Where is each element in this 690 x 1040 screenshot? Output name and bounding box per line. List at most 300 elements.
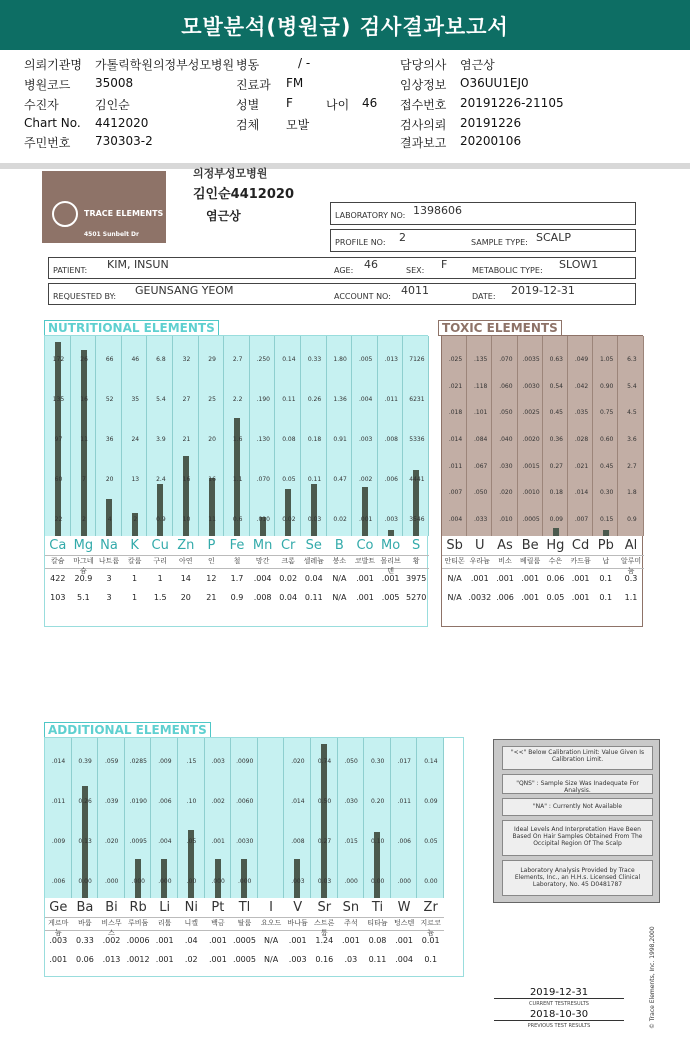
current-value: 3975 <box>406 574 427 583</box>
current-value: 1 <box>132 574 138 583</box>
previous-value: .0032 <box>468 593 492 602</box>
tick-label: .039 <box>105 798 119 805</box>
patient-label: PATIENT: <box>53 266 88 275</box>
element-name-ko: 루비듐 <box>125 917 152 931</box>
element-column <box>618 336 643 536</box>
tick-label: 21 <box>182 436 191 443</box>
element-name-ko: 칼륨 <box>122 555 148 569</box>
tick-label: 0.03 <box>307 516 322 523</box>
element-column <box>284 738 311 898</box>
element-column <box>568 336 593 536</box>
nutritional-title: NUTRITIONAL ELEMENTS <box>44 320 219 336</box>
element-symbol: Cu <box>151 538 169 553</box>
tick-label: 0.63 <box>549 356 563 363</box>
element-column <box>96 336 122 536</box>
element-column <box>364 738 391 898</box>
previous-value: .004 <box>395 955 413 964</box>
element-bar <box>388 530 394 536</box>
tick-label: 0.02 <box>282 516 296 523</box>
additional-title: ADDITIONAL ELEMENTS <box>44 722 211 738</box>
tick-label: 16 <box>80 396 88 403</box>
element-column <box>391 738 418 898</box>
tick-label: .084 <box>474 436 488 443</box>
current-value: 12 <box>206 574 217 583</box>
tick-label: 5.4 <box>156 396 166 403</box>
element-symbol: Sn <box>342 900 360 915</box>
tick-label: 0.33 <box>307 356 322 363</box>
current-value: .001 <box>341 936 360 945</box>
tick-label: 0.9 <box>627 516 637 523</box>
element-bar <box>81 350 87 536</box>
previous-value: N/A <box>264 955 279 964</box>
tick-label: 0.00 <box>424 878 438 885</box>
tick-label: .004 <box>158 838 172 845</box>
element-name-ko: 아연 <box>173 555 199 569</box>
element-symbol: Hg <box>546 538 565 553</box>
info-value: 46 <box>362 96 378 110</box>
tick-label: 0.91 <box>333 436 347 443</box>
element-column <box>173 336 199 536</box>
element-column <box>151 738 178 898</box>
tick-label: .250 <box>256 356 270 363</box>
element-column <box>231 738 258 898</box>
tick-label: .0030 <box>522 383 540 390</box>
current-value: .04 <box>184 936 198 945</box>
patient-box <box>48 257 636 279</box>
info-label: 병동 <box>236 58 260 72</box>
current-value: .003 <box>49 936 68 945</box>
tick-label: .0015 <box>522 463 540 470</box>
report-title: 모발분석(병원급) 검사결과보고서 <box>0 0 690 50</box>
element-symbol: Ge <box>49 900 68 915</box>
tick-label: 5336 <box>409 436 425 443</box>
info-label: 의뢰기관명 <box>24 58 82 72</box>
previous-value: 0.9 <box>230 593 244 602</box>
tick-label: .000 <box>211 878 225 885</box>
tick-label: .035 <box>574 409 589 416</box>
tick-label: 24 <box>131 436 140 443</box>
info-value: 35008 <box>95 76 134 90</box>
current-value: .002 <box>102 936 121 945</box>
profile-label: PROFILE NO: <box>335 238 386 247</box>
current-value: .001 <box>356 574 374 583</box>
current-value: .001 <box>395 936 413 945</box>
tick-label: 1.6 <box>232 436 243 443</box>
element-symbol: Zn <box>177 538 195 553</box>
req-value: GEUNSANG YEOM <box>135 284 234 297</box>
previous-value: 5.1 <box>77 593 90 602</box>
tick-label: .018 <box>448 409 463 416</box>
element-name-ko: 비스무스 <box>98 917 125 931</box>
element-symbol: K <box>130 538 139 553</box>
current-value: 422 <box>50 574 66 583</box>
element-name-ko: 납 <box>593 555 618 569</box>
info-label: 병원코드 <box>24 78 71 92</box>
tick-label: 6.3 <box>627 356 637 363</box>
element-symbol: Ni <box>184 900 198 915</box>
tick-label: 0.54 <box>549 383 563 390</box>
element-bar <box>183 456 189 536</box>
element-name-ko: 몰리브덴 <box>378 555 404 569</box>
tick-label: 1.1 <box>232 476 243 483</box>
tick-label: 46 <box>131 356 140 363</box>
tick-label: 32 <box>182 356 191 363</box>
tick-label: 0.74 <box>317 758 332 765</box>
tick-label: .033 <box>474 516 488 523</box>
tick-label: .014 <box>574 489 589 496</box>
element-column <box>327 336 353 536</box>
toxic-chart <box>441 335 643 627</box>
tick-label: 6231 <box>409 396 425 403</box>
element-symbol: Ca <box>49 538 67 553</box>
patient-value: KIM, INSUN <box>107 258 169 271</box>
previous-value: 1.1 <box>624 593 638 602</box>
element-name-ko: 망간 <box>250 555 276 569</box>
tick-label: .0010 <box>522 489 540 496</box>
tick-label: .014 <box>291 798 305 805</box>
tick-label: .060 <box>499 383 513 390</box>
element-name-ko: 우라늄 <box>467 555 492 569</box>
info-value: 모발 <box>286 118 310 132</box>
element-name-ko: 인 <box>199 555 225 569</box>
element-name-ko: 게르마늄 <box>45 917 72 931</box>
element-name-ko: 니켈 <box>178 917 205 931</box>
tick-label: 0.27 <box>549 463 563 470</box>
previous-value: .003 <box>288 955 307 964</box>
element-symbol: Zr <box>423 900 438 915</box>
current-value: 0.02 <box>279 574 298 583</box>
element-name-ko: 알루미늄 <box>618 555 643 569</box>
tick-label: 0.11 <box>307 476 322 483</box>
tick-label: 16 <box>182 476 191 483</box>
tick-label: .008 <box>291 838 305 845</box>
legend-calibration: "<<" Below Calibration Limit: Value Given Is Calibration Limit. <box>502 746 653 770</box>
element-column <box>467 336 492 536</box>
tick-label: 0.45 <box>600 463 614 470</box>
tick-label: .014 <box>51 758 66 765</box>
previous-value: 0.06 <box>75 955 94 964</box>
tick-label: .003 <box>359 436 373 443</box>
current-value: .001 <box>208 936 227 945</box>
current-value: N/A <box>264 936 279 945</box>
tick-label: .028 <box>574 436 589 443</box>
tick-label: .0030 <box>236 838 254 845</box>
element-column <box>205 738 232 898</box>
previous-value: N/A <box>332 593 347 602</box>
tick-label: 4441 <box>409 476 425 483</box>
tick-label: 97 <box>54 436 63 443</box>
info-label: 나이 <box>326 98 350 112</box>
element-name-ko: 안티몬 <box>442 555 467 569</box>
tick-label: 0.13 <box>78 838 92 845</box>
element-name-ko: 수은 <box>543 555 568 569</box>
previous-value: 5270 <box>406 593 427 602</box>
tick-label: .059 <box>105 758 119 765</box>
current-value: 0.06 <box>546 574 565 583</box>
tick-label: .067 <box>474 463 488 470</box>
tick-label: .020 <box>105 838 119 845</box>
legend-ideal-levels: Ideal Levels And Interpretation Have Been Based On Hair Samples Obtained From The Occipital Region Of The Scalp <box>502 820 653 856</box>
previous-value: .0012 <box>126 955 150 964</box>
element-name-ko: 티타늄 <box>364 917 391 931</box>
element-column <box>275 336 301 536</box>
tick-label: 0.26 <box>78 798 92 805</box>
previous-value: .005 <box>381 593 400 602</box>
previous-value: 0.11 <box>368 955 387 964</box>
element-symbol: Mo <box>381 538 401 553</box>
tick-label: .014 <box>448 436 463 443</box>
element-name-ko: 나트륨 <box>96 555 122 569</box>
element-name-ko: 셀레늄 <box>301 555 327 569</box>
stamp-hospital: 의정부성모병원 <box>193 167 268 180</box>
tick-label: 0.75 <box>600 409 614 416</box>
current-value: .004 <box>253 574 272 583</box>
info-value: / - <box>298 56 311 70</box>
element-bar <box>603 530 609 536</box>
tick-label: 0.18 <box>307 436 322 443</box>
tick-label: 0.9 <box>156 516 166 523</box>
element-column <box>45 336 71 536</box>
element-symbol: Sr <box>317 900 332 915</box>
element-column <box>543 336 568 536</box>
element-name-ko: 크롬 <box>275 555 301 569</box>
tick-label: 11 <box>208 516 216 523</box>
current-value: 0.1 <box>599 574 613 583</box>
tick-label: 3.6 <box>627 436 637 443</box>
legend-lab-info: Laboratory Analysis Provided by Trace Elements, Inc., an H.H.s. Licensed Clinical Laboratory, No. 45 D0481787 <box>502 860 653 896</box>
current-value: 0.08 <box>368 936 387 945</box>
additional-chart <box>44 737 464 977</box>
tick-label: 135 <box>52 396 65 403</box>
element-column <box>199 336 225 536</box>
previous-value: .02 <box>184 955 198 964</box>
tick-label: .040 <box>499 436 513 443</box>
element-symbol: Ti <box>371 900 384 915</box>
tick-label: 0.05 <box>424 838 438 845</box>
tick-label: 0.30 <box>600 489 614 496</box>
tick-label: .001 <box>359 516 373 523</box>
previous-value: .001 <box>208 955 227 964</box>
current-value: .001 <box>496 574 514 583</box>
tick-label: .003 <box>291 878 305 885</box>
current-date: 2019-12-31 <box>494 987 624 999</box>
tick-label: 60 <box>54 476 63 483</box>
tick-label: 5.4 <box>627 383 637 390</box>
element-name-ko: 코발트 <box>352 555 378 569</box>
info-value: F <box>286 96 293 110</box>
element-name-ko: 요오드 <box>258 917 285 931</box>
info-label: 수진자 <box>24 98 59 112</box>
lab-no-value: 1398606 <box>413 204 462 217</box>
tick-label: 7126 <box>409 356 425 363</box>
tick-label: .001 <box>211 838 225 845</box>
tick-label: 4 <box>107 516 112 523</box>
tick-label: .000 <box>158 878 172 885</box>
element-bar <box>362 487 368 536</box>
logo-text: TRACE ELEMENTS <box>84 209 164 218</box>
element-name-ko: 리튬 <box>151 917 178 931</box>
element-symbol: Be <box>521 538 539 553</box>
tick-label: .011 <box>397 798 411 805</box>
previous-value: 0.04 <box>279 593 298 602</box>
element-name-ko: 베릴륨 <box>518 555 543 569</box>
element-symbol: Mg <box>73 538 94 553</box>
tick-label: 52 <box>105 396 114 403</box>
info-label: 검사의뢰 <box>400 118 447 132</box>
tick-label: .006 <box>51 878 66 885</box>
info-label: 접수번호 <box>400 98 447 112</box>
current-value: .001 <box>571 574 590 583</box>
tick-label: .050 <box>499 409 513 416</box>
profile-box <box>330 229 636 252</box>
tick-label: .000 <box>105 878 119 885</box>
tick-label: .00 <box>186 878 197 885</box>
element-name-ko: 구리 <box>147 555 173 569</box>
tick-label: 0.11 <box>282 396 296 403</box>
tick-label: 2.2 <box>232 396 243 403</box>
element-symbol: Sb <box>446 538 463 553</box>
tick-label: .008 <box>384 436 398 443</box>
info-label: 담당의사 <box>400 58 447 72</box>
tick-label: .007 <box>448 489 463 496</box>
element-column <box>122 336 148 536</box>
tick-label: .011 <box>384 396 398 403</box>
tick-label: 16 <box>208 476 216 483</box>
tick-label: 7 <box>82 476 86 483</box>
previous-value: 1 <box>132 593 138 602</box>
tick-label: .000 <box>344 878 358 885</box>
previous-value: 103 <box>50 593 66 602</box>
current-value: .001 <box>521 574 540 583</box>
info-label: 임상정보 <box>400 78 447 92</box>
element-column <box>224 336 250 536</box>
element-bar <box>209 478 215 536</box>
info-value: FM <box>286 76 304 90</box>
tick-label: 0.08 <box>282 436 296 443</box>
element-name-ko: 비소 <box>492 555 517 569</box>
tick-label: .0035 <box>522 356 540 363</box>
tick-label: .0060 <box>236 798 254 805</box>
previous-value: 0.11 <box>304 593 323 602</box>
tick-label: .006 <box>384 476 398 483</box>
element-symbol: U <box>475 538 485 553</box>
sample-label: SAMPLE TYPE: <box>471 238 528 247</box>
element-column <box>250 336 276 536</box>
current-value: 0.04 <box>304 574 323 583</box>
legend-na: "NA" : Currently Not Available <box>502 798 653 816</box>
element-column <box>45 738 72 898</box>
element-bar <box>321 744 327 898</box>
previous-value: .001 <box>571 593 590 602</box>
current-value: N/A <box>332 574 347 583</box>
tick-label: 0.20 <box>371 798 385 805</box>
current-value: 0.3 <box>624 574 638 583</box>
tick-label: 10 <box>182 516 191 523</box>
tick-label: .0285 <box>129 758 147 765</box>
previous-value: 0.1 <box>599 593 613 602</box>
tick-label: .002 <box>211 798 225 805</box>
info-label: 진료과 <box>236 78 271 92</box>
element-symbol: S <box>412 538 421 553</box>
tick-label: 0.45 <box>549 409 563 416</box>
current-value: 1.7 <box>230 574 244 583</box>
tick-label: 35 <box>131 396 140 403</box>
current-date-label: CURRENT TESTRESULTS <box>529 1001 589 1007</box>
tick-label: .190 <box>256 396 270 403</box>
sample-value: SCALP <box>536 231 571 244</box>
tick-label: 20 <box>208 436 216 443</box>
current-value: 20.9 <box>74 574 93 583</box>
tick-label: 2 <box>82 516 86 523</box>
tick-label: .004 <box>448 516 463 523</box>
element-column <box>338 738 365 898</box>
tick-label: 0.60 <box>600 436 614 443</box>
tick-label: .030 <box>344 798 358 805</box>
element-name-ko: 백금 <box>205 917 232 931</box>
element-column <box>147 336 173 536</box>
info-label: 성별 <box>236 98 260 112</box>
tick-label: .003 <box>384 516 398 523</box>
tick-label: 0.50 <box>317 798 332 805</box>
element-column <box>301 336 327 536</box>
previous-value: .001 <box>356 593 374 602</box>
logo-icon <box>52 201 78 227</box>
element-symbol: Rb <box>129 900 147 915</box>
tick-label: .007 <box>574 516 589 523</box>
element-column <box>442 336 467 536</box>
tick-label: 11 <box>80 436 88 443</box>
element-name-ko: 바륨 <box>72 917 99 931</box>
element-name-ko: 붕소 <box>327 555 353 569</box>
age-value: 46 <box>364 258 378 271</box>
tick-label: 6.8 <box>156 356 166 363</box>
previous-value: .001 <box>155 955 174 964</box>
tick-label: 1.36 <box>333 396 347 403</box>
previous-value: N/A <box>447 593 462 602</box>
tick-label: .011 <box>448 463 463 470</box>
info-value: 20191226-21105 <box>460 96 564 110</box>
tick-label: 0.05 <box>282 476 296 483</box>
tick-label: 0.09 <box>549 516 563 523</box>
tick-label: 0.14 <box>424 758 438 765</box>
tick-label: .030 <box>499 463 513 470</box>
stamp-doctor: 염근상 <box>206 209 241 223</box>
tick-label: 0.02 <box>333 516 347 523</box>
tick-label: .135 <box>474 356 488 363</box>
current-value: .0005 <box>233 936 256 945</box>
tick-label: .013 <box>384 356 398 363</box>
tick-label: 0.47 <box>333 476 347 483</box>
element-name-ko: 마그네슘 <box>71 555 97 569</box>
element-column <box>98 738 125 898</box>
element-column <box>311 738 338 898</box>
element-symbol: Pt <box>211 900 225 915</box>
info-value: 20191226 <box>460 116 522 130</box>
tick-label: .005 <box>359 356 373 363</box>
current-value: 0.33 <box>75 936 94 945</box>
tick-label: 36 <box>105 436 114 443</box>
tick-label: .010 <box>256 516 270 523</box>
tick-label: .0190 <box>129 798 147 805</box>
tick-label: 2.4 <box>156 476 166 483</box>
element-column <box>178 738 205 898</box>
tick-label: .006 <box>397 838 411 845</box>
previous-value: .001 <box>49 955 68 964</box>
tick-label: .000 <box>397 878 411 885</box>
tick-label: 0.03 <box>317 878 332 885</box>
acct-value: 4011 <box>401 284 429 297</box>
tick-label: .010 <box>499 516 513 523</box>
